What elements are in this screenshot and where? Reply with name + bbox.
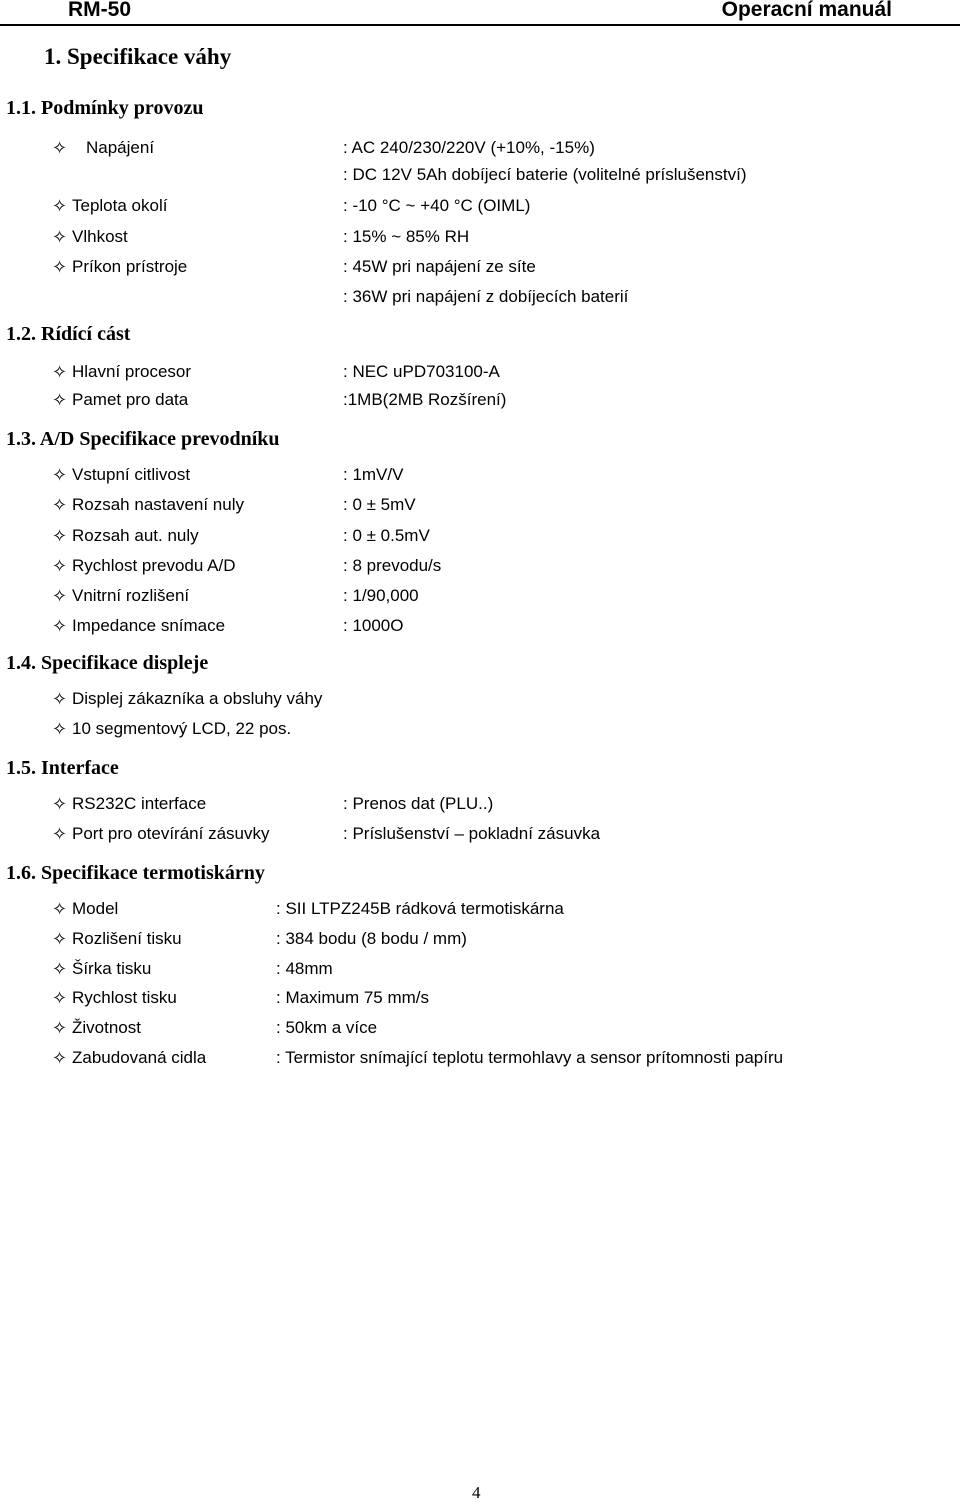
spec-label-rozliseni-tisku: Rozlišení tisku [72,929,182,948]
star-bullet-icon: ✧ [52,362,68,382]
spec-value: : AC 240/230/220V (+10%, -15%) [343,138,595,157]
star-bullet-icon: ✧ [52,586,68,606]
spec-value: : SII LTPZ245B rádková termotiskárna [276,899,564,918]
spec-label-rozsah-nastaveni-nuly: Rozsah nastavení nuly [72,495,244,514]
section-heading-s5: 1.5. Interface [6,757,119,779]
spec-label-prikon-pristroje: Príkon prístroje [72,257,188,276]
spec-value: : 50km a více [276,1018,378,1037]
section-heading-s1: 1.1. Podmínky provozu [6,97,204,119]
spec-row [0,1047,960,1071]
section-heading-s3: 1.3. A/D Specifikace prevodníku [6,428,280,450]
spec-label-displej-zakaznika-a-obsluhy-vahy: Displej zákazníka a obsluhy váhy [72,689,323,708]
spec-label-model: Model [72,899,119,918]
spec-value: : DC 12V 5Ah dobíjecí baterie (volitelné príslušenství) [343,165,747,184]
spec-label-port-pro-otevirani-zasuvky: Port pro otevírání zásuvky [72,824,270,843]
section-heading-s4: 1.4. Specifikace displeje [6,652,209,674]
spec-row [0,286,960,310]
spec-row [0,525,960,549]
star-bullet-icon: ✧ [52,719,68,739]
spec-row [0,555,960,579]
spec-label-zabudovana-cidla: Zabudovaná cidla [72,1048,207,1067]
spec-value: : 15% ~ 85% RH [343,227,470,246]
spec-row [0,615,960,639]
spec-label-teplota-okoli: Teplota okolí [72,196,168,215]
spec-label-hlavni-procesor: Hlavní procesor [72,362,192,381]
spec-label-vnitrni-rozliseni: Vnitrní rozlišení [72,586,190,605]
spec-label-rychlost-prevodu-a-d: Rychlost prevodu A/D [72,556,236,575]
star-bullet-icon: ✧ [52,390,68,410]
spec-label-vlhkost: Vlhkost [72,227,128,246]
star-bullet-icon: ✧ [52,495,68,515]
spec-label-napajeni: Napájení [86,138,155,157]
spec-value: : 0 ± 0.5mV [343,526,430,545]
star-bullet-icon: ✧ [52,899,68,919]
spec-value: : NEC uPD703100-A [343,362,500,381]
spec-label-rozsah-aut-nuly: Rozsah aut. nuly [72,526,199,545]
star-bullet-icon: ✧ [52,227,68,247]
page-header [0,0,960,26]
star-bullet-icon: ✧ [52,257,68,277]
page-number: 4 [472,1483,481,1502]
star-bullet-icon: ✧ [52,959,68,979]
spec-row [0,987,960,1011]
spec-value: : 0 ± 5mV [343,495,416,514]
spec-label-sirka-tisku: Šírka tisku [72,959,152,978]
star-bullet-icon: ✧ [52,689,68,709]
star-bullet-icon: ✧ [52,196,68,216]
star-bullet-icon: ✧ [52,556,68,576]
section-heading-s6: 1.6. Specifikace termotiskárny [6,862,265,884]
spec-value: : 45W pri napájení ze síte [343,257,536,276]
star-bullet-icon: ✧ [52,526,68,546]
spec-value: : Termistor snímající teplotu termohlavy a sensor prítomnosti papíru [276,1048,784,1067]
spec-row [0,793,960,817]
section-heading-s2: 1.2. Rídící cást [6,323,131,345]
spec-value: : Príslušenství – pokladní zásuvka [343,824,601,843]
manual-title: Operacní manuál [721,0,892,21]
spec-row [0,688,960,712]
spec-row [0,361,960,385]
spec-label-vstupni-citlivost: Vstupní citlivost [72,465,191,484]
spec-label-impedance-snimace: Impedance snímace [72,616,226,635]
spec-row [0,226,960,250]
star-bullet-icon: ✧ [52,465,68,485]
star-bullet-icon: ✧ [52,616,68,636]
spec-value: : 36W pri napájení z dobíjecích baterií [343,287,629,306]
spec-value: :1MB(2MB Rozšírení) [343,390,507,409]
star-bullet-icon: ✧ [52,794,68,814]
spec-row [0,195,960,219]
spec-row [0,585,960,609]
star-bullet-icon: ✧ [52,988,68,1008]
spec-value: : Maximum 75 mm/s [276,988,430,1007]
spec-row [0,256,960,280]
spec-label-rychlost-tisku: Rychlost tisku [72,988,177,1007]
spec-label-pamet-pro-data: Pamet pro data [72,390,189,409]
spec-row [0,928,960,952]
star-bullet-icon: ✧ [52,929,68,949]
spec-value: : 1/90,000 [343,586,419,605]
star-bullet-icon: ✧ [52,824,68,844]
spec-value: : Prenos dat (PLU..) [343,794,494,813]
chapter-title: 1. Specifikace váhy [44,44,232,69]
spec-value: : 1000O [343,616,404,635]
spec-row [0,718,960,742]
spec-row [0,464,960,488]
spec-value: : 384 bodu (8 bodu / mm) [276,929,467,948]
star-bullet-icon: ✧ [52,1048,68,1068]
spec-value: : 8 prevodu/s [343,556,442,575]
spec-value: : -10 °C ~ +40 °C (OIML) [343,196,531,215]
spec-value: : 1mV/V [343,465,404,484]
spec-row [0,164,960,188]
spec-label-10-segmentovy-lcd-22-pos: 10 segmentový LCD, 22 pos. [72,719,292,738]
spec-row [0,494,960,518]
spec-row [0,823,960,847]
model-name: RM-50 [68,0,132,21]
spec-row [0,137,960,161]
spec-row [0,898,960,922]
spec-value: : 48mm [276,959,333,978]
spec-row [0,958,960,982]
spec-label-rs232c-interface: RS232C interface [72,794,207,813]
star-bullet-icon: ✧ [52,138,68,158]
spec-label-zivotnost: Životnost [72,1018,141,1037]
spec-row [0,389,960,413]
star-bullet-icon: ✧ [52,1018,68,1038]
spec-row [0,1017,960,1041]
